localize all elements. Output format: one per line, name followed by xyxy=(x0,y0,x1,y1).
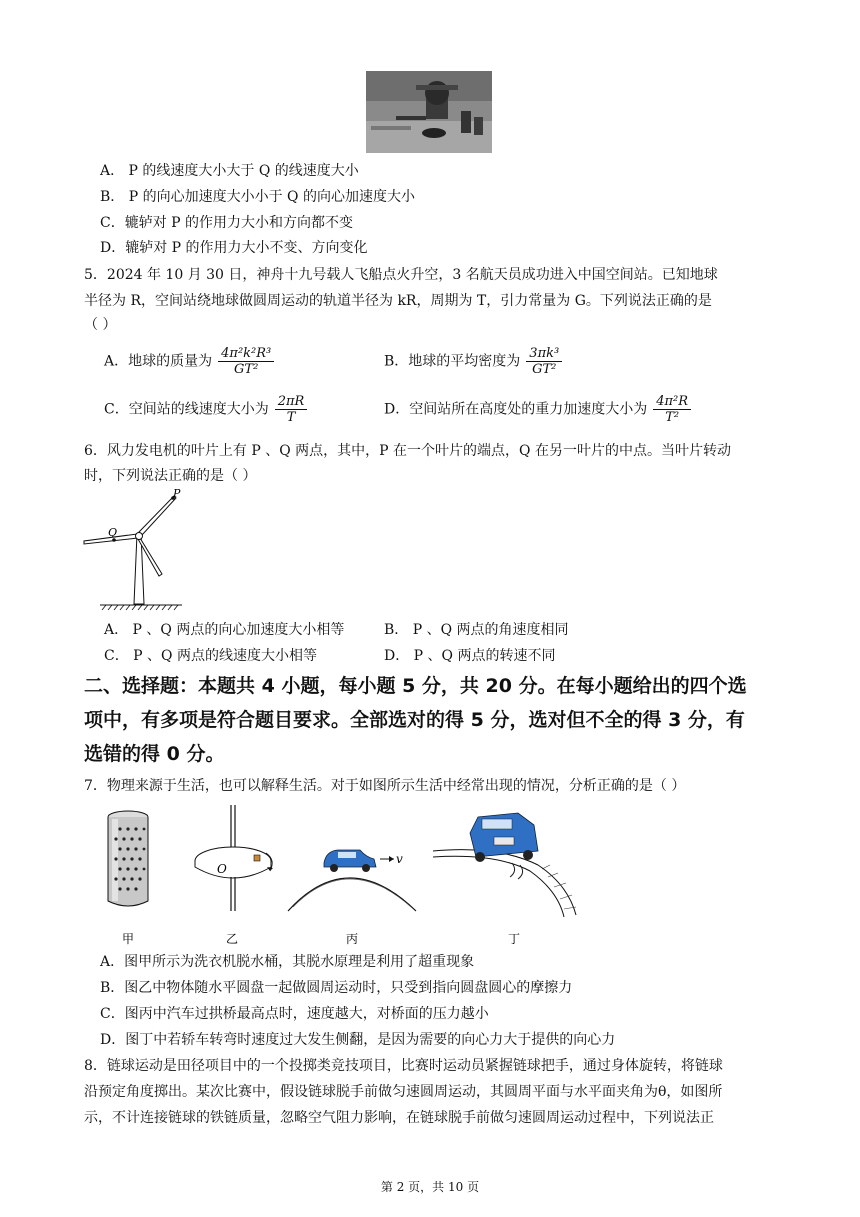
q8-stem-line3: 示，不计连接链球的铁链质量，忽略空气阻力影响，在链球脱手前做匀速圆周运动过程中，下列说法正 xyxy=(84,1110,714,1126)
q5-a-fraction: $\frac{\text{4π²k²R³}}{\text{GT²}}$ xyxy=(218,346,274,377)
q7-option-c: C．图丙中汽车过拱桥最高点时，速度越大，对桥面的压力越小 xyxy=(100,1006,489,1022)
q4-option-b: B． P 的向心加速度大小小于 Q 的向心加速度大小 xyxy=(100,189,415,205)
q5-c-fraction: $\frac{2\pi R}{T}$ xyxy=(275,394,308,425)
q7-option-a: A．图甲所示为洗衣机脱水桶，其脱水原理是利用了超重现象 xyxy=(100,954,475,970)
q4-option-c: C．辘轳对 P 的作用力大小和方向都不变 xyxy=(100,215,354,231)
q5-stem-line1: 5．2024 年 10 月 30 日，神舟十九号载人飞船点火升空，3 名航天员成功进入中国空间站。已知地球 xyxy=(84,267,718,283)
car-rollover-figure xyxy=(433,813,576,917)
section2-heading-line3: 选错的得 0 分。 xyxy=(84,743,225,765)
turbine-label-p: P xyxy=(173,488,181,500)
windlass-photo xyxy=(366,71,492,153)
q7-option-b: B．图乙中物体随水平圆盘一起做圆周运动时，只受到指向圆盘圆心的摩擦力 xyxy=(100,980,573,996)
q8-stem-line2: 沿预定角度掷出。某次比赛中，假设链球脱手前做匀速圆周运动，其圆周平面与水平面夹角为θ，如图所 xyxy=(84,1084,723,1100)
q6-stem-line1: 6．风力发电机的叶片上有 P 、Q 两点，其中，P 在一个叶片的端点，Q 在另一叶片的中点。当叶片转动 xyxy=(84,443,731,459)
disk-center-label: O xyxy=(217,862,227,876)
arch-bridge-figure xyxy=(288,850,416,911)
q4-option-d: D．辘轳对 P 的作用力大小不变、方向变化 xyxy=(100,240,368,256)
section2-heading-line2: 项中，有多项是符合题目要求。全部选对的得 5 分，选对但不全的得 3 分，有 xyxy=(84,709,745,731)
q5-option-c: C．空间站的线速度大小为 $\frac{2\pi R}{T}$ xyxy=(104,394,307,425)
q8-stem-line1: 8．链球运动是田径项目中的一个投掷类竞技项目，比赛时运动员紧握链球把手，通过身体旋转，将链球 xyxy=(84,1058,723,1074)
q5-b-fraction: $\frac{\text{3πk³}}{\text{GT²}}$ xyxy=(526,346,562,377)
q5-stem-line3: （ ） xyxy=(84,317,117,333)
label-jia: 甲 xyxy=(122,932,135,946)
q6-stem-line2: 时，下列说法正确的是（ ） xyxy=(84,468,257,484)
q4-option-a: A． P 的线速度大小大于 Q 的线速度大小 xyxy=(100,163,359,179)
q5-d-fraction: $\frac{\text{4π²R}}{\text{T²}}$ xyxy=(653,394,691,425)
turbine-label-q: Q xyxy=(108,526,118,539)
rotating-disk-figure xyxy=(195,805,273,911)
q6-option-c: C． P 、Q 两点的线速度大小相等 xyxy=(104,648,317,664)
section2-heading-line1: 二、选择题：本题共 4 小题，每小题 5 分，共 20 分。在每小题给出的四个选 xyxy=(84,675,747,697)
q5-option-d: D．空间站所在高度处的重力加速度大小为 $\frac{\text{4π²R}}{\text{T²}}$ xyxy=(384,394,691,425)
q5-option-b: B．地球的平均密度为 $\frac{\text{3πk³}}{\text{GT²}}$ xyxy=(384,346,562,377)
label-ding: 丁 xyxy=(508,932,521,946)
label-bing: 丙 xyxy=(346,932,359,946)
q6-option-a: A． P 、Q 两点的向心加速度大小相等 xyxy=(104,622,345,638)
q6-option-b: B． P 、Q 两点的角速度相同 xyxy=(384,622,569,638)
q5-option-a: A．地球的质量为 $\frac{\text{4π²k²R³}}{\text{GT²}}$ xyxy=(104,346,274,377)
q7-stem: 7．物理来源于生活，也可以解释生活。对于如图所示生活中经常出现的情况，分析正确的是（ ） xyxy=(84,778,686,794)
wind-turbine-diagram xyxy=(82,488,192,614)
velocity-label: v xyxy=(396,852,403,866)
q7-figures xyxy=(98,805,578,947)
q6-option-d: D． P 、Q 两点的转速不同 xyxy=(384,648,556,664)
washer-drum-figure xyxy=(108,811,148,906)
q7-option-d: D．图丁中若轿车转弯时速度过大发生侧翻，是因为需要的向心力大于提供的向心力 xyxy=(100,1032,616,1048)
label-yi: 乙 xyxy=(226,932,239,946)
page-footer: 第 2 页，共 10 页 xyxy=(380,1180,480,1194)
q5-stem-line2: 半径为 R，空间站绕地球做圆周运动的轨道半径为 kR，周期为 T，引力常量为 G。下列说法正确的是 xyxy=(84,293,712,309)
